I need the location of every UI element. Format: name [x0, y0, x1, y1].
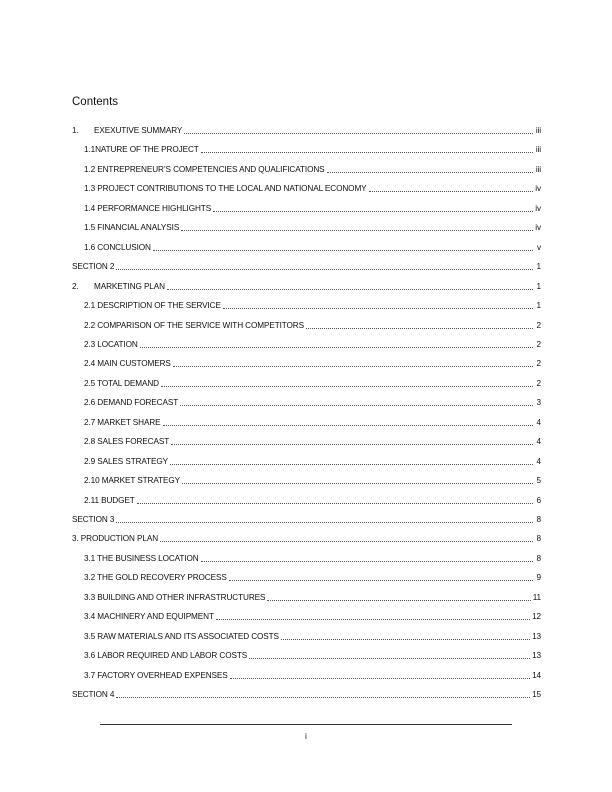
toc-dot-leader — [116, 269, 533, 270]
toc-entry-label: 3.6 LABOR REQUIRED AND LABOR COSTS — [84, 651, 248, 661]
toc-dot-leader — [249, 658, 530, 659]
toc-entry-page: 9 — [536, 573, 541, 583]
toc-entry-label: 2.7 MARKET SHARE — [84, 417, 161, 427]
toc-dot-leader — [201, 561, 533, 562]
toc-entry-page: 14 — [532, 670, 541, 680]
toc-dot-leader — [160, 541, 533, 542]
toc-dot-leader — [184, 133, 533, 134]
toc-entry[interactable] — [72, 357, 541, 369]
toc-entry-label: MARKETING PLAN — [94, 281, 165, 291]
toc-dot-leader — [201, 152, 533, 153]
toc-entry-page: v — [537, 242, 541, 252]
toc-dot-leader — [180, 405, 533, 406]
toc-entry-page: 3 — [536, 398, 541, 408]
toc-entry-page: 4 — [536, 417, 541, 427]
toc-entry-page: iii — [535, 145, 541, 155]
toc-entry-page: iv — [535, 203, 541, 213]
toc-entry-label: 1.3 PROJECT CONTRIBUTIONS TO THE LOCAL AND NATIONAL ECONOMY — [84, 184, 367, 194]
toc-entry-label: 1.6 CONCLUSION — [84, 242, 151, 252]
toc-dot-leader — [267, 600, 530, 601]
toc-entry-label: SECTION 2 — [72, 262, 115, 272]
toc-entry-page: iii — [535, 126, 541, 135]
toc-entry[interactable] — [72, 319, 541, 331]
page-title: Contents — [72, 96, 119, 108]
toc-entry-page: 2 — [536, 359, 541, 369]
toc-entry-label: 3.2 THE GOLD RECOVERY PROCESS — [84, 573, 227, 583]
toc-entry[interactable] — [72, 688, 541, 700]
toc-entry[interactable] — [72, 377, 541, 389]
toc-dot-leader — [153, 250, 533, 251]
toc-entry[interactable] — [72, 280, 541, 292]
toc-entry-label: SECTION 3 — [72, 515, 115, 524]
toc-entry-label: SECTION 4 — [72, 690, 115, 700]
toc-entry[interactable] — [72, 552, 541, 564]
toc-entry-label: 2.8 SALES FORECAST — [84, 437, 170, 447]
toc-entry[interactable] — [72, 396, 541, 408]
toc-entry-page: 13 — [532, 631, 541, 641]
toc-dot-leader — [167, 289, 533, 290]
toc-dot-leader — [116, 522, 533, 523]
toc-dot-leader — [140, 347, 533, 348]
toc-dot-leader — [369, 191, 533, 192]
toc-entry[interactable] — [72, 124, 541, 136]
toc-entry-label: 3.3 BUILDING AND OTHER INFRASTRUCTURES — [84, 592, 266, 602]
toc-dot-leader — [161, 386, 533, 387]
toc-entry-label: 3.1 THE BUSINESS LOCATION — [84, 553, 199, 563]
toc-entry-label: 2.3 LOCATION — [84, 339, 138, 349]
toc-entry[interactable] — [72, 649, 541, 661]
toc-entry[interactable] — [72, 494, 541, 506]
toc-dot-leader — [182, 483, 533, 484]
toc-dot-leader — [281, 639, 530, 640]
toc-entry-page: 6 — [536, 495, 541, 505]
toc-entry-page: 11 — [532, 592, 541, 602]
toc-entry-page: iii — [535, 164, 541, 174]
toc-dot-leader — [223, 308, 533, 309]
toc-entry-number: 1. — [72, 126, 79, 135]
toc-dot-leader — [327, 172, 533, 173]
toc-entry-label: 1.5 FINANCIAL ANALYSIS — [84, 223, 180, 233]
toc-entry-label: 3.5 RAW MATERIALS AND ITS ASSOCIATED COSTS — [84, 631, 279, 641]
toc-entry-label: 1.1NATURE OF THE PROJECT — [84, 145, 199, 155]
toc-dot-leader — [216, 619, 530, 620]
toc-entry-page: iv — [535, 223, 541, 233]
toc-entry-page: 2 — [536, 320, 541, 330]
toc-entry[interactable] — [72, 435, 541, 447]
toc-entry[interactable] — [72, 182, 541, 194]
toc-entry-page: iv — [535, 184, 541, 194]
footer-divider — [100, 724, 512, 725]
toc-entry-label: 2.9 SALES STRATEGY — [84, 456, 169, 466]
toc-entry-page: 12 — [532, 612, 541, 622]
toc-entry[interactable] — [72, 163, 541, 175]
toc-entry-page: 8 — [536, 515, 541, 524]
toc-entry[interactable] — [72, 669, 541, 681]
toc-dot-leader — [173, 366, 533, 367]
toc-entry-label: 3. PRODUCTION PLAN — [72, 534, 159, 544]
toc-entry-label: 2.4 MAIN CUSTOMERS — [84, 359, 171, 369]
toc-entry-label: 3.7 FACTORY OVERHEAD EXPENSES — [84, 670, 228, 680]
toc-dot-leader — [170, 464, 533, 465]
toc-entry-page: 4 — [536, 437, 541, 447]
toc-entry-page: 13 — [532, 651, 541, 661]
toc-entry-page: 4 — [536, 456, 541, 466]
toc-entry-label: 2.2 COMPARISON OF THE SERVICE WITH COMPETITORS — [84, 320, 304, 330]
page-number: i — [305, 731, 307, 741]
toc-entry-label: 2.5 TOTAL DEMAND — [84, 378, 159, 388]
toc-entry[interactable] — [72, 260, 541, 272]
toc-entry-page: 1 — [536, 262, 541, 272]
toc-entry[interactable] — [72, 571, 541, 583]
toc-entry[interactable] — [72, 513, 541, 525]
toc-entry[interactable] — [72, 455, 541, 467]
toc-entry[interactable] — [72, 299, 541, 311]
toc-dot-leader — [116, 697, 530, 698]
toc-entry-page: 15 — [532, 690, 541, 700]
toc-dot-leader — [230, 678, 530, 679]
toc-entry[interactable] — [72, 610, 541, 622]
toc-entry-page: 1 — [536, 301, 541, 311]
toc-entry-label: 3.4 MACHINERY AND EQUIPMENT — [84, 612, 214, 622]
toc-entry-number: 2. — [72, 281, 79, 291]
toc-entry-page: 8 — [536, 534, 541, 544]
toc-entry[interactable] — [72, 532, 541, 544]
toc-dot-leader — [229, 580, 533, 581]
toc-entry[interactable] — [72, 474, 541, 486]
toc-entry[interactable] — [72, 241, 541, 253]
toc-dot-leader — [163, 425, 533, 426]
toc-dot-leader — [137, 503, 533, 504]
toc-entry-label: 2.10 MARKET STRATEGY — [84, 476, 180, 486]
toc-entry[interactable] — [72, 338, 541, 350]
toc-entry[interactable] — [72, 591, 541, 603]
toc-dot-leader — [181, 230, 533, 231]
toc-entry-label: 2.1 DESCRIPTION OF THE SERVICE — [84, 301, 221, 311]
toc-entry-page: 5 — [536, 476, 541, 486]
toc-entry-label: 1.2 ENTREPRENEUR’S COMPETENCIES AND QUALIFICATIONS — [84, 164, 325, 174]
toc-entry[interactable] — [72, 221, 541, 233]
toc-entry[interactable] — [72, 143, 541, 155]
toc-entry-page: 1 — [536, 281, 541, 291]
toc-entry-page: 2 — [536, 378, 541, 388]
toc-entry-page: 8 — [536, 553, 541, 563]
toc-entry-label: 1.4 PERFORMANCE HIGHLIGHTS — [84, 203, 212, 213]
toc-entry-label: EXEXUTIVE SUMMARY — [94, 126, 183, 135]
toc-dot-leader — [213, 211, 533, 212]
toc-entry-label: 2.6 DEMAND FORECAST — [84, 398, 179, 408]
toc-entry-label: 2.11 BUDGET — [84, 495, 135, 505]
toc-entry[interactable] — [72, 416, 541, 428]
toc-entry[interactable] — [72, 630, 541, 642]
toc-dot-leader — [171, 444, 533, 445]
toc-entry[interactable] — [72, 202, 541, 214]
toc-dot-leader — [306, 328, 533, 329]
toc-entry-page: 2 — [536, 339, 541, 349]
